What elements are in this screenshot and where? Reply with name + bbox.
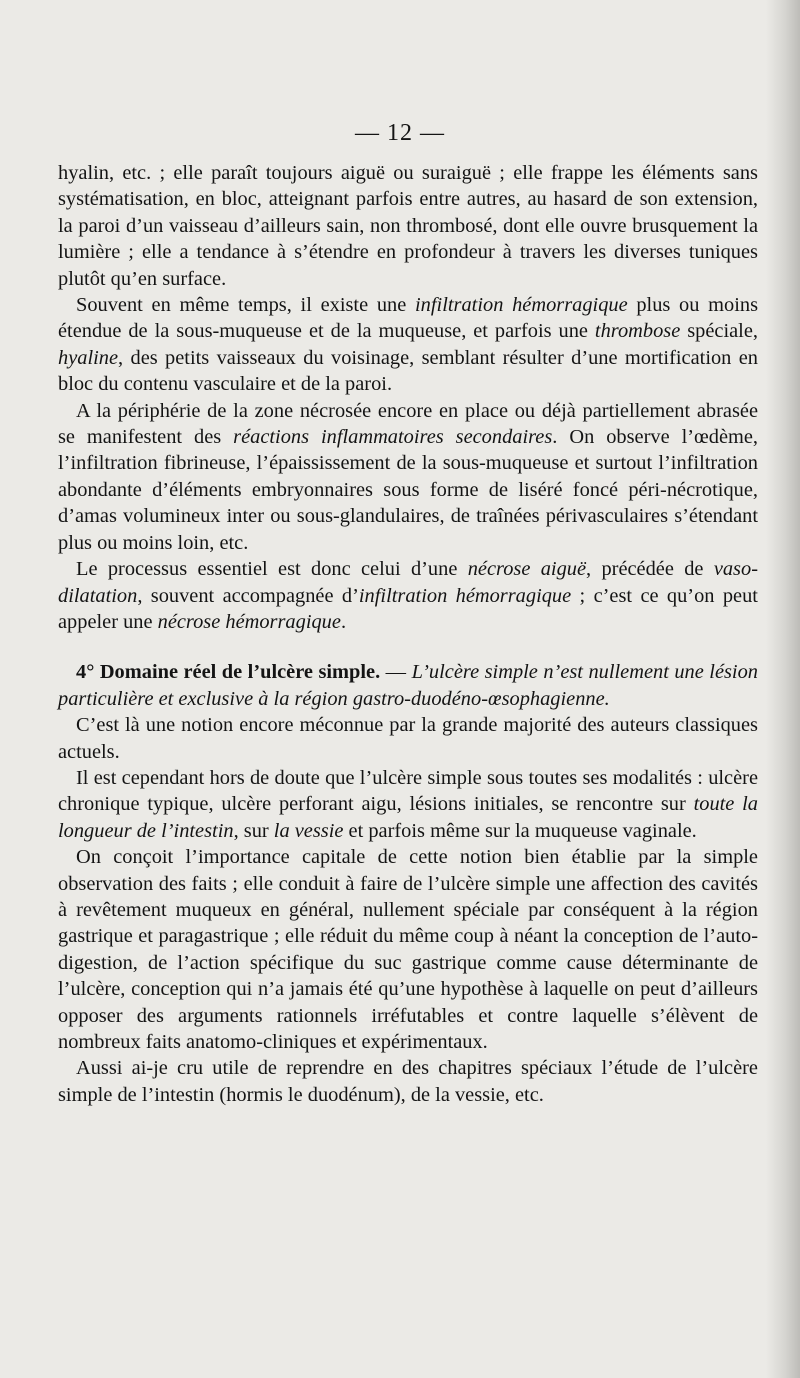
text-run: , souvent accompagnée d’ — [137, 584, 359, 607]
italic-text: la vessie — [273, 819, 344, 842]
text-run: . — [340, 610, 347, 633]
text-run: Il est cependant hors de doute que l’ulcère simple sous toutes ses modalités : ulcère chronique typique, ulcère perforant aigu, lésions initiales, se rencontre sur — [58, 766, 758, 816]
paragraph — [58, 292, 758, 398]
text-run: spéciale, — [680, 320, 758, 343]
paragraph — [58, 398, 758, 556]
italic-text: toute la longueur de l’intestin — [58, 793, 758, 842]
text-run: hyalin, etc. ; elle paraît toujours aiguë ou suraiguë ; elle frappe les éléments sans systématisation, en bloc, atteignant parfois entre autres, au hasard de son extension, la paroi d’un vaisseau d’ailleurs sain, non thrombosé, dont elle ouvre brusquement la lumière ; elle a tendance à s’étendre en profondeur à travers les diverses tuniques plutôt qu’en surface. — [58, 162, 758, 290]
italic-text: nécrose aiguë — [467, 558, 587, 581]
paragraph — [58, 844, 758, 1055]
italic-text: nécrose hémorragique — [157, 610, 341, 633]
italic-text: L’ulcère simple n’est nullement une lésion particulière et exclusive à la région gastro-duodéno-œsophagienne. — [58, 661, 758, 710]
page-number: — 12 — — [355, 120, 445, 146]
text-run: . On observe l’œdème, l’infiltration fibrineuse, l’épaississement de la sous-muqueuse et surtout l’infiltration abondante d’éléments embryonnaires sous forme de liséré foncé péri-nécrotique, d’amas volumineux inter ou sous-glandulaires, de traînées périvasculaires s’étendant plus ou moins loin, etc. — [58, 426, 758, 554]
italic-text: réactions inflammatoires secondaires — [233, 426, 553, 449]
paragraph — [58, 160, 758, 292]
text-run: A la périphérie de la zone nécrosée encore en place ou déjà partiellement abrasée se manifestent des — [58, 399, 758, 449]
text-run: , sur — [233, 819, 274, 842]
italic-text: infiltration hémorragique — [358, 584, 572, 607]
text-run: et parfois même sur la muqueuse vaginale. — [343, 819, 697, 842]
paragraph — [58, 1055, 758, 1108]
text-run: Aussi ai-je cru utile de reprendre en des chapitres spéciaux l’étude de l’ulcère simple de l’intestin (hormis le duodénum), de la vessie, etc. — [58, 1057, 758, 1106]
text-run: Souvent en même temps, il existe une — [76, 294, 416, 317]
text-run: , précédée de — [586, 558, 714, 581]
italic-text: hyaline — [58, 346, 119, 369]
text-run: plus ou moins étendue de la sous-muqueuse et de la muqueuse, et parfois une — [58, 294, 758, 343]
paragraph — [58, 556, 758, 635]
text-run: C’est là une notion encore méconnue par la grande majorité des auteurs classiques actuels. — [58, 714, 758, 763]
italic-text: vaso-dilatation — [58, 558, 758, 607]
text-run: On conçoit l’importance capitale de cette notion bien établie par la simple observation des faits ; elle conduit à faire de l’ulcère simple une affection des cavités à revêtement muqueux en général, nullement spéciale par conséquent à la région gastrique et paragastrique ; elle réduit du même coup à néant la conception de l’auto-digestion, de l’action spécifique du suc gastrique comme cause déterminante de l’ulcère, conception qui n’a jamais été qu’une hypothèse à laquelle on peut d’ailleurs opposer des arguments rationnels irréfutables et contre laquelle s’élèvent de nombreux faits anatomo-cliniques et expérimentaux. — [58, 846, 758, 1053]
text-run: , des petits vaisseaux du voisinage, semblant résulter d’une mortification en bloc du contenu vasculaire et de la paroi. — [58, 346, 758, 396]
paragraph — [58, 712, 758, 765]
section-heading: 4° Domaine réel de l’ulcère simple. — [76, 661, 381, 684]
body-text — [58, 160, 758, 1108]
italic-text: thrombose — [594, 320, 681, 343]
text-run: Le processus essentiel est donc celui d’une — [76, 558, 468, 581]
italic-text: infiltration hémorragique — [415, 294, 628, 317]
paragraph — [58, 659, 758, 712]
text-run: — — [380, 661, 412, 684]
page-edge-shadow — [766, 0, 800, 1378]
text-run: ; c’est ce qu’on peut appeler une — [58, 584, 758, 633]
paragraph — [58, 765, 758, 844]
